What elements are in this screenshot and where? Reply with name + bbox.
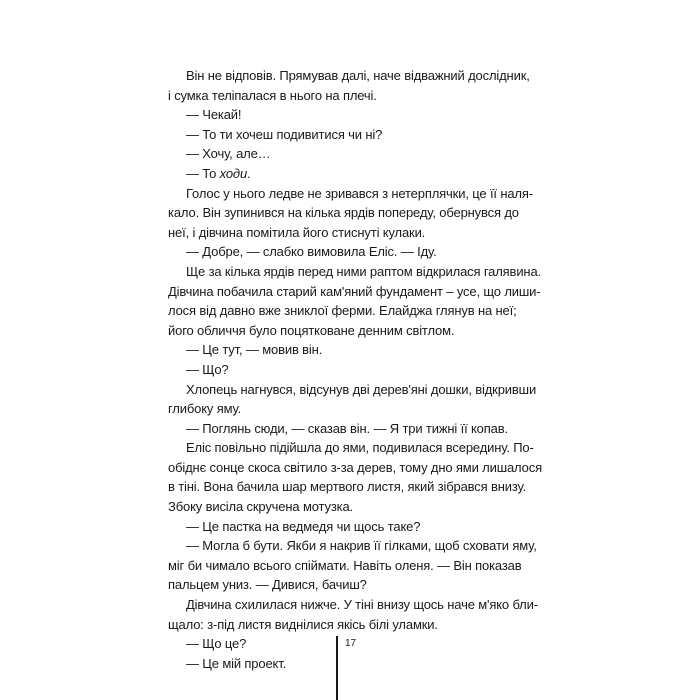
text-line: Дівчина побачила старий кам'яний фундамент – усе, що лиши- (168, 283, 541, 299)
dialogue-line: — Поглянь сюди, — сказав він. — Я три тижні її копав. (186, 420, 508, 436)
text-line: Еліс повільно підійшла до ями, подивилася всередину. По- (186, 440, 534, 456)
paragraph (168, 536, 537, 595)
text-line: Хлопець нагнувся, відсунув дві дерев'яні дошки, відкривши (186, 381, 537, 397)
dialogue-prefix: — То (186, 165, 220, 181)
paragraph (168, 380, 537, 419)
dialogue-suffix: . (247, 165, 251, 181)
text-line: Дівчина схилилася нижче. У тіні внизу щось наче м'яко бли- (186, 597, 538, 613)
text-line: Він не відповів. Прямував далі, наче відважний дослідник, (186, 68, 530, 83)
paragraph (168, 595, 538, 634)
text-line: в тіні. Вона бачила шар мертвого листя, який зібрався внизу. (168, 479, 527, 495)
dialogue-line: — Це мій проект. (186, 655, 287, 671)
text-line: Збоку висіла скручена мотузка. (168, 499, 354, 515)
page-number: 17 (345, 638, 357, 649)
footer-rule (336, 636, 338, 700)
text-line: — Могла б бути. Якби я накрив її гілками, щоб сховати яму, (186, 538, 537, 554)
text-line: лося від давно вже зниклої ферми. Елайджа глянув на неї; (168, 303, 517, 319)
paragraph (168, 262, 541, 340)
text-line: обіднє сонце скоса світило з-за дерев, тому дно ями лишалося (168, 459, 542, 475)
text-line: Ще за кілька ярдів перед ними раптом відкрилася галявина. (186, 263, 541, 279)
text-line: його обличчя було поцятковане денним світлом. (168, 322, 455, 338)
dialogue-line: — Що? (186, 361, 229, 377)
dialogue-line: — Що це? (186, 636, 247, 652)
paragraph (168, 184, 533, 243)
body-text (168, 66, 542, 673)
dialogue-line: — Чекай! (186, 107, 242, 123)
paragraph (168, 438, 542, 516)
text-line: міг би чимало всього спіймати. Навіть оленя. — Він показав (168, 557, 522, 573)
dialogue-line: — То ти хочеш подивитися чи ні? (186, 126, 383, 142)
text-line: Голос у нього ледве не зривався з нетерплячки, це її наля- (186, 185, 533, 201)
text-line: глибоку яму. (168, 401, 242, 417)
dialogue-line: — Добре, — слабко вимовила Еліс. — Іду. (186, 244, 437, 260)
dialogue-line: — Це тут, — мовив він. (186, 342, 323, 358)
dialogue-line: — Хочу, але… (186, 146, 271, 162)
text-line: кало. Він зупинився на кілька ярдів попереду, обернувся до (168, 205, 519, 221)
italic-word: ходи (219, 165, 248, 181)
text-line: і сумка теліпалася в нього на плечі. (168, 87, 377, 103)
text-line: щало: з-під листя виднілися якісь білі уламки. (168, 616, 438, 632)
dialogue-line (168, 164, 500, 184)
text-line: неї, і дівчина помітила його стиснуті кулаки. (168, 224, 426, 240)
paragraph (168, 66, 530, 105)
text-line: пальцем униз. — Дивися, бачиш? (168, 577, 367, 593)
dialogue-line: — Це пастка на ведмедя чи щось таке? (186, 518, 421, 534)
